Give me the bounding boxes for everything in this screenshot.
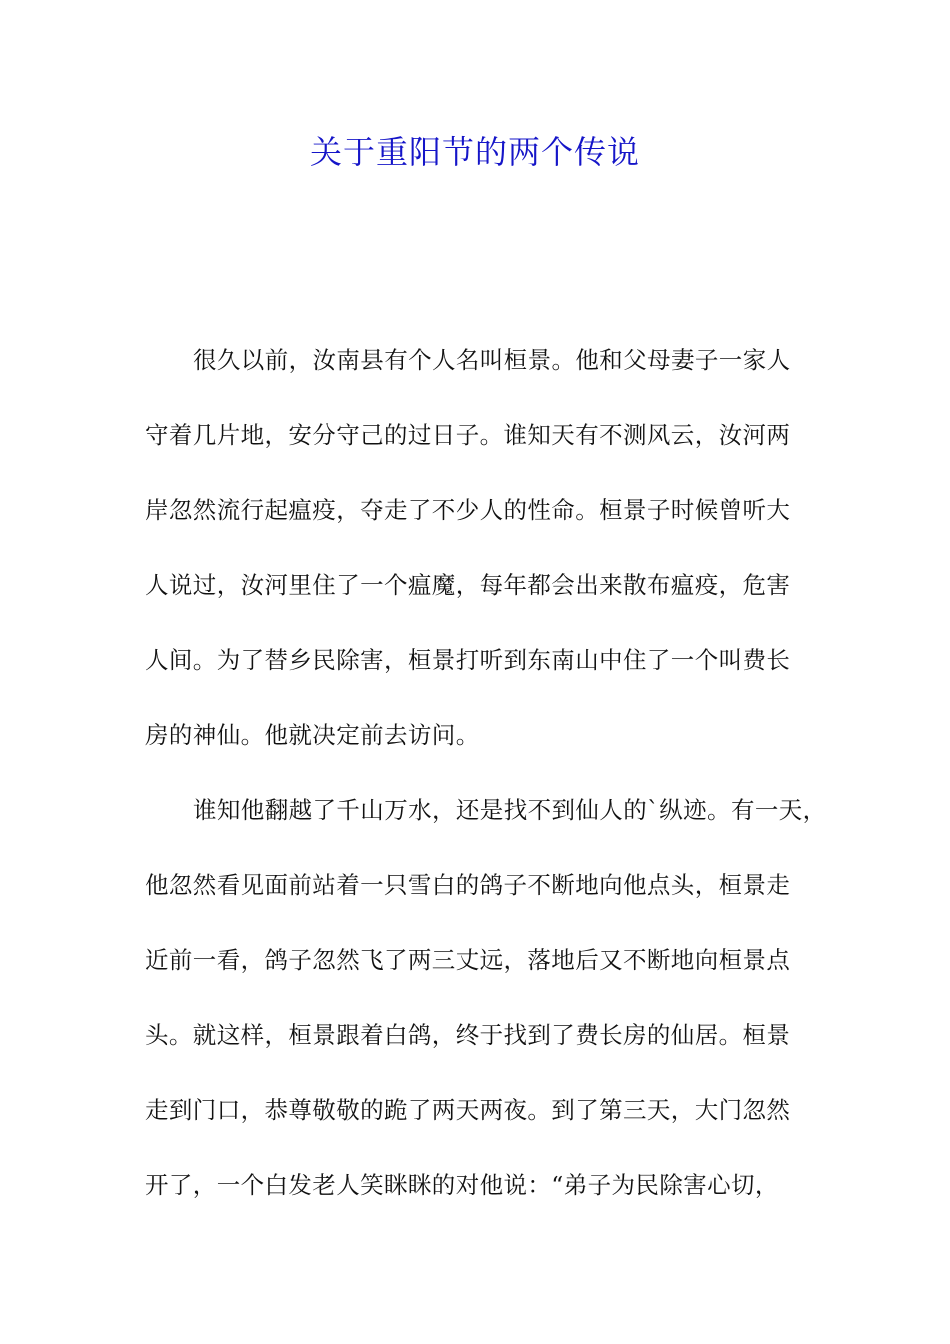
text-line: 很久以前，汝南县有个人名叫桓景。他和父母妻子一家人 xyxy=(193,346,791,374)
text-line: 他忽然看见面前站着一只雪白的鸽子不断地向他点头，桓景走 xyxy=(145,871,791,899)
text-line: 谁知他翻越了千山万水，还是找不到仙人的`纵迹。有一天， xyxy=(193,796,827,824)
document-body xyxy=(145,338,827,1238)
text-line: 人说过，汝河里住了一个瘟魔，每年都会出来散布瘟疫，危害 xyxy=(145,571,791,599)
text-line: 人间。为了替乡民除害，桓景打听到东南山中住了一个叫费长 xyxy=(145,646,791,674)
text-line: 房的神仙。他就决定前去访问。 xyxy=(145,721,480,749)
text-line: 头。就这样，桓景跟着白鸽，终于找到了费长房的仙居。桓景 xyxy=(145,1021,791,1049)
document-title: 关于重阳节的两个传说 xyxy=(309,133,640,171)
text-line: 开了，一个白发老人笑眯眯的对他说：“弟子为民除害心切， xyxy=(145,1171,779,1199)
text-line: 岸忽然流行起瘟疫，夺走了不少人的性命。桓景子时候曾听大 xyxy=(145,496,791,524)
text-line: 守着几片地，安分守己的过日子。谁知天有不测风云，汝河两 xyxy=(145,421,791,449)
text-line: 走到门口，恭尊敬敬的跪了两天两夜。到了第三天，大门忽然 xyxy=(145,1096,791,1124)
text-line: 近前一看，鸽子忽然飞了两三丈远，落地后又不断地向桓景点 xyxy=(145,946,791,974)
